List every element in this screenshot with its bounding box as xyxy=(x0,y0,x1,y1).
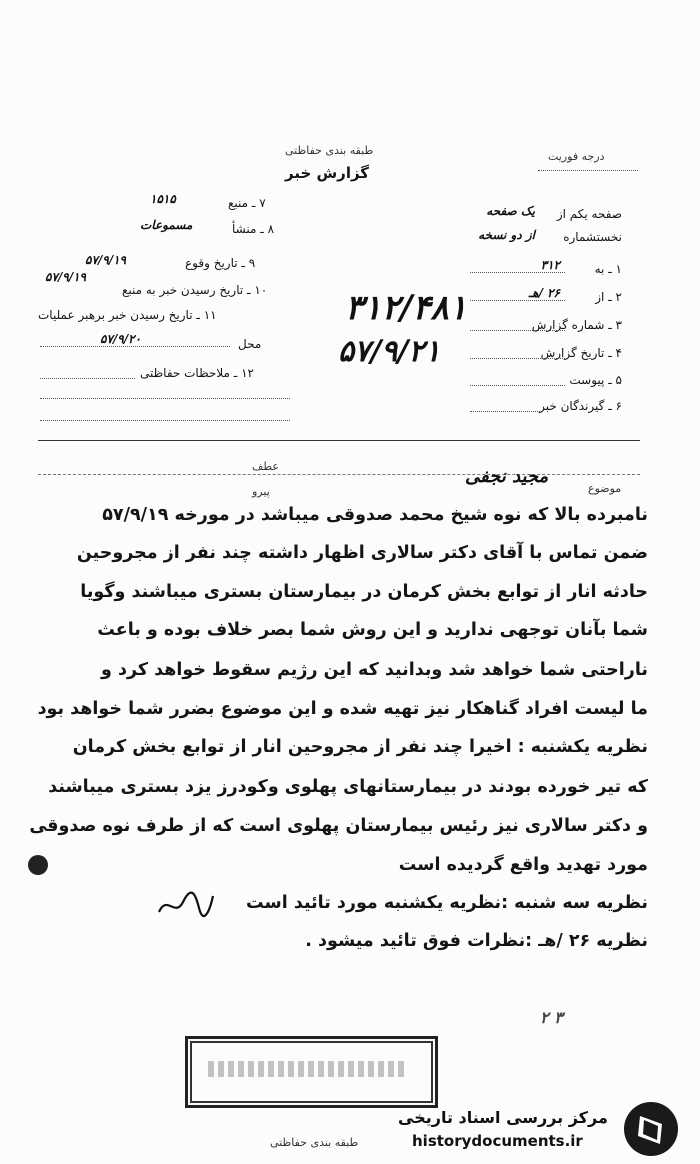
body-line: ما لیست افراد گناهکار نیز تهیه شده و این موضوع بضرر شما خواهد بود xyxy=(37,699,648,719)
field-value: از دو نسخه xyxy=(478,228,535,242)
field-label: ۱۲ ـ ملاحظات حفاظتی xyxy=(140,366,254,380)
body-line: حادثه انار از توابع بخش کرمان در بیمارستان بستری میباشند وگویا xyxy=(80,582,648,602)
peyro-label: پیرو xyxy=(252,485,270,498)
field-value: ۵۷/۹/۱۹ xyxy=(85,253,126,267)
field-label: ۱۰ ـ تاریخ رسیدن خبر به منبع xyxy=(122,283,268,297)
subject-value: مجید نجفی xyxy=(465,466,549,487)
field-label: ۵ ـ پیوست xyxy=(569,373,622,387)
field-label: ۶ ـ گیرندگان خبر xyxy=(539,399,622,413)
archive-logo-icon xyxy=(624,1102,678,1156)
separator-line xyxy=(38,474,640,475)
body-line: ناراحتی شما خواهد شد وبدانید که این رژیم سقوط خواهد کرد و xyxy=(101,660,648,680)
body-line: شما بآنان توجهی ندارید و این روش شما بصر خلاف بوده و باعث xyxy=(97,620,648,640)
body-line: که تیر خورده بودند در بیمارستانهای پهلوی وکودرز یزد بستری میباشند xyxy=(48,777,648,797)
signature-icon xyxy=(155,888,215,922)
body-line: و دکتر سالاری نیز رئیس بیمارستان پهلوی است که از طرف نوه صدوقی xyxy=(29,816,648,836)
field-value: ۱۵۱۵ xyxy=(150,192,176,206)
field-value: مسموعات xyxy=(140,218,193,232)
field-value: ۵۷/۹/۲۰ xyxy=(100,332,141,346)
field-label: ۱ ـ به xyxy=(594,262,622,276)
archive-stamp xyxy=(185,1036,438,1108)
field-label: ۱۱ ـ تاریخ رسیدن خبر برهبر عملیات xyxy=(38,308,217,322)
classification-bottom: طبقه بندی حفاظتی xyxy=(270,1136,359,1149)
body-line: نامبرده بالا که نوه شیخ محمد صدوقی میباشد در مورخه ۵۷/۹/۱۹ xyxy=(102,505,648,525)
field-value: ۵۷/۹/۱۹ xyxy=(45,270,86,284)
field-label: صفحه یکم از xyxy=(556,207,622,221)
atf-label: عطف xyxy=(252,460,279,473)
field-label: ۳ ـ شماره گزارش xyxy=(531,318,622,332)
field-label: محل xyxy=(238,337,262,351)
handwritten-number: ۳۱۲/۴۸۱ xyxy=(345,288,467,328)
classification-top: طبقه بندی حفاظتی xyxy=(285,144,374,157)
field-label: ۴ ـ تاریخ گزارش xyxy=(540,346,622,360)
body-line: نظریه ۲۶ /هـ :نظرات فوق تائید میشود . xyxy=(305,931,648,951)
body-line: نظریه یکشنبه : اخیرا چند نفر از مجروحین انار از توابع بخش کرمان xyxy=(72,737,648,757)
body-line: مورد تهدید واقع گردیده است xyxy=(398,855,648,875)
watermark-title: مرکز بررسی اسناد تاریخی xyxy=(398,1108,608,1127)
field-label: ۷ ـ منبع xyxy=(228,196,266,210)
field-label: ۲ ـ از xyxy=(595,290,622,304)
field-label: ۹ ـ تاریخ وقوع xyxy=(185,256,256,270)
subject-label: موضوع xyxy=(588,482,622,495)
field-label: ۸ ـ منشأ xyxy=(232,222,275,236)
body-line: نظریه سه شنبه :نظریه یکشنبه مورد تائید است xyxy=(246,893,648,913)
field-label: نخستشماره xyxy=(563,230,622,244)
watermark-url: historydocuments.ir xyxy=(412,1132,583,1150)
body-line: ضمن تماس با آقای دکتر سالاری اظهار داشته چند نفر از مجروحین xyxy=(76,543,648,563)
field-value: ۲۶ /هـ xyxy=(528,286,560,300)
punch-hole xyxy=(28,855,48,875)
field-value: یک صفحه xyxy=(486,204,535,218)
handwritten-date: ۵۷/۹/۲۱ xyxy=(338,334,441,369)
separator-line xyxy=(38,440,640,441)
field-value: ۳۱۲ xyxy=(540,258,560,272)
margin-mark: ۲ ۳ xyxy=(540,1008,563,1027)
degree-label: درجه فوریت xyxy=(548,150,605,163)
page-title: گزارش خبر xyxy=(285,164,370,182)
